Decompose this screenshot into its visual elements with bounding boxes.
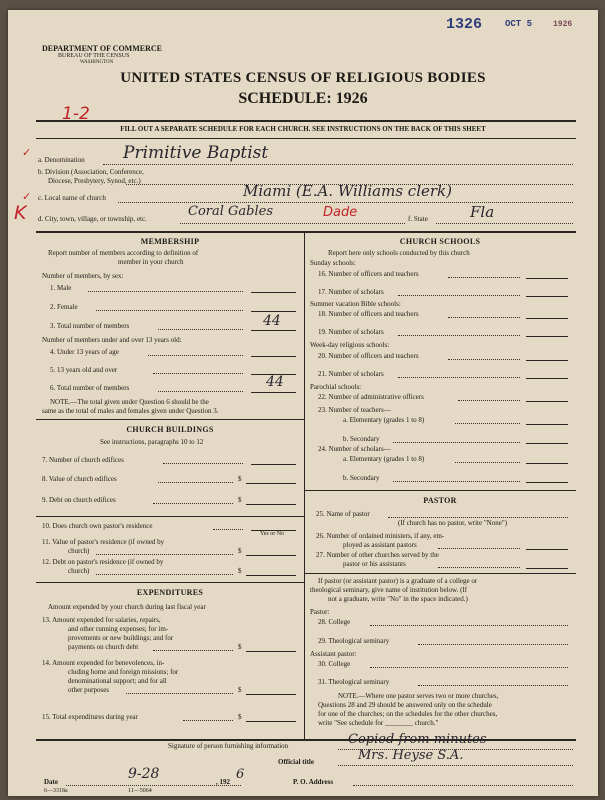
bureau-name: BUREAU OF THE CENSUS [58,53,130,59]
under-13-label: 4. Under 13 years of age [50,348,119,356]
dot-line [455,462,520,463]
q29-label: 29. Theological seminary [318,637,390,645]
dot-line [126,693,233,694]
state-line [436,223,573,224]
q19-label: 19. Number of scholars [318,328,384,336]
q18-label: 18. Number of officers and teachers [318,310,419,318]
dot-line [88,291,243,292]
q13-answer-line [246,651,296,652]
k-mark: K [14,202,27,224]
county-value: Dade [323,205,358,220]
expenditures-rule [36,582,304,583]
dot-line [66,785,241,786]
dot-line [153,503,233,504]
dot-line [398,295,520,296]
header-rule [36,120,576,122]
q31-label: 31. Theological seminary [318,678,390,686]
q11-label-2: church) [68,547,90,555]
schools-title: CHURCH SCHOOLS [399,237,481,246]
dot-line [438,548,520,549]
q22-label: 22. Number of administrative officers [318,393,424,401]
dot-line [148,355,243,356]
pastor-note: NOTE.—Where one pastor serves two or more churches, [338,692,499,700]
q14-answer-line [246,694,296,695]
dot-line [153,373,243,374]
total-6-label: 6. Total number of members [50,384,130,392]
graduate-instruction-2: theological seminary, give name of institution below. (If [310,586,468,594]
form-instruction: FILL OUT A SEPARATE SCHEDULE FOR EACH CHURCH. SEE INSTRUCTIONS ON THE BACK OF THIS SHEET [120,125,486,133]
grid-top-rule [36,231,576,233]
q21-label: 21. Number of scholars [318,370,384,378]
dot-line [438,567,520,568]
buildings-title: CHURCH BUILDINGS [126,425,214,434]
dot-line [353,785,573,786]
division-label-2: Diocese, Presbytery, Synod, etc.) [48,177,141,185]
parochial-label: Parochial schools: [310,383,362,391]
dot-line [213,529,243,530]
expenditures-title: EXPENDITURES [136,588,204,597]
address-label: P. O. Address [293,778,334,786]
dot-line [96,554,233,555]
q24b-answer-line [526,482,568,483]
dot-line [448,277,520,278]
q24b-label: b. Secondary [343,474,380,482]
q13-label: 13. Amount expended for salaries, repairs, [42,616,161,624]
handwritten-number: 1-2 [62,104,90,124]
q11-label: 11. Value of pastor's residence (if owned by [42,538,165,546]
schools-intro: Report here only schools conducted by this church [328,249,470,257]
total-members-value: 44 [263,313,281,329]
bureau-city: WASHINGTON [80,60,114,65]
q20-answer-line [526,360,568,361]
q8-label: 8. Value of church edifices [42,475,117,483]
weekday-label: Week-day religious schools: [310,341,390,349]
q19-answer-line [526,336,568,337]
membership-note-2: same as the total of males and females given under Question 3. [42,407,219,415]
membership-title: MEMBERSHIP [140,237,200,246]
dot-line [455,423,520,424]
q13-label-2: and other running expenses; for im- [68,625,169,633]
membership-intro: Report number of members according to definition of [48,249,199,257]
dot-line [158,391,243,392]
assistant-subhead: Assistant pastor: [310,650,357,658]
signature-value: Copied from minutes [348,732,487,747]
q14-label-3: denominational support; and for all [68,677,167,685]
dot-line [393,481,520,482]
q27-label: 27. Number of other churches served by the [316,551,439,559]
q27-answer-line [526,568,568,569]
dot-line [418,644,568,645]
yes-no-hint: Yes or No [260,531,285,537]
sunday-label: Sunday schools: [310,259,356,267]
buildings-rule [36,419,304,420]
q20-label: 20. Number of officers and teachers [318,352,419,360]
stamp-date: OCT 5 [505,19,533,29]
division-label: b. Division (Association, Conference, [38,168,144,176]
dot-line [398,335,520,336]
dot-line [448,317,520,318]
q12-label: 12. Debt on pastor's residence (if owned by [42,558,164,566]
total-members-label: 3. Total number of members [50,322,130,330]
q13-label-4: payments on church debt [68,643,139,651]
denomination-line [103,164,573,165]
q12-answer-line [246,575,296,576]
q7-label: 7. Number of church edifices [42,456,124,464]
official-title-value: Mrs. Heyse S.A. [358,748,464,763]
female-label: 2. Female [50,303,78,311]
q24a-label: a. Elementary (grades 1 to 8) [343,455,425,463]
graduate-instruction: If pastor (or assistant pastor) is a graduate of a college or [318,577,478,585]
q21-answer-line [526,378,568,379]
total-6-value: 44 [266,374,284,390]
state-value: Fla [470,203,495,221]
summer-label: Summer vacation Bible schools: [310,300,401,308]
form-number: 6—3318a [44,788,68,794]
q30-label: 30. College [318,660,351,668]
q13-dollar: $ [238,643,242,651]
signature-label: Signature of person furnishing information [168,742,289,750]
q18-answer-line [526,318,568,319]
q16-answer-line [526,278,568,279]
q13-label-3: provements or new buildings; and for [68,634,174,642]
dot-line [448,359,520,360]
by-sex-label: Number of members, by sex: [42,272,124,280]
pastor-sub-rule [304,573,576,574]
total-6-answer-line [251,392,296,393]
q15-answer-line [246,721,296,722]
q24-label: 24. Number of scholars— [318,445,391,453]
department-name: DEPARTMENT OF COMMERCE [42,44,163,53]
buildings-intro: See instructions, paragraphs 10 to 12 [100,438,204,446]
total-members-answer-line [251,330,296,331]
dot-line [388,517,568,518]
q8-dollar: $ [238,475,242,483]
dot-line [398,377,520,378]
grid-bottom-rule [36,739,576,741]
column-divider [304,231,305,739]
q26-answer-line [526,549,568,550]
dot-line [163,463,243,464]
official-title-label: Official title [278,758,314,766]
pastor-note-4: write "See schedule for ________ church." [318,719,439,727]
q27-label-2: pastor or his assistants [343,560,406,568]
dot-line [158,329,243,330]
q9-dollar: $ [238,496,242,504]
age-intro-label: Number of members under and over 13 years old: [42,336,182,344]
pastor-subhead: Pastor: [310,608,330,616]
census-schedule-page [8,10,598,796]
q23a-answer-line [526,424,568,425]
dot-line [96,310,243,311]
membership-intro-2: member in your church [118,258,184,266]
dot-line [370,625,568,626]
city-value: Coral Gables [188,204,274,219]
over-13-label: 5. 13 years old and over [50,366,118,374]
q14-label: 14. Amount expended for benevolences, in- [42,659,165,667]
q14-dollar: $ [238,686,242,694]
q23b-label: b. Secondary [343,435,380,443]
state-label: f. State [408,215,428,223]
dot-line [393,442,520,443]
date-year-digit: 6 [236,767,245,782]
buildings-sub-rule [36,516,304,517]
dot-line [153,650,233,651]
dot-line [338,765,573,766]
q8-answer-line [246,483,296,484]
dot-line [370,667,568,668]
q22-answer-line [526,401,568,402]
pastor-title: PASTOR [423,496,457,505]
q15-dollar: $ [238,713,242,721]
q12-dollar: $ [238,567,242,575]
expenditures-intro: Amount expended by your church during last fiscal year [48,603,206,611]
stamp-number: 1326 [446,16,483,33]
q17-label: 17. Number of scholars [318,288,384,296]
denomination-label: a. Denomination [38,156,85,164]
city-line [180,223,405,224]
male-label: 1. Male [50,284,72,292]
dot-line [158,482,233,483]
q14-label-4: other purposes [68,686,110,694]
dot-line [418,685,568,686]
q9-label: 9. Debt on church edifices [42,496,116,504]
local-name-value: Miami (E.A. Williams clerk) [243,182,452,200]
local-name-line [118,202,573,203]
q16-label: 16. Number of officers and teachers [318,270,419,278]
form-subtitle: SCHEDULE: 1926 [238,90,368,107]
check-mark-icon: ✓ [22,190,32,203]
membership-note: NOTE.—The total given under Question 6 should be the [50,398,209,406]
date-value: 9-28 [128,766,160,782]
q11-answer-line [246,555,296,556]
q11-dollar: $ [238,547,242,555]
dot-line [458,400,520,401]
denomination-value: Primitive Baptist [123,143,269,163]
q17-answer-line [526,296,568,297]
instruction-rule [36,138,576,139]
print-number: 11—5064 [128,788,152,794]
q7-answer-line [251,464,296,465]
stamp-year: 1926 [553,20,573,29]
q26-label: 26. Number of ordained ministers, if any, em- [316,532,445,540]
q26-label-2: ployed as assistant pastors [343,541,417,549]
graduate-instruction-3: not a graduate, write "No" in the space indicated.) [328,595,468,603]
form-title: UNITED STATES CENSUS OF RELIGIOUS BODIES [120,70,486,86]
local-name-label: c. Local name of church [38,194,106,202]
pastor-rule [304,490,576,491]
dot-line [183,720,233,721]
q9-answer-line [246,504,296,505]
q15-label: 15. Total expenditures during year [42,713,138,721]
q28-label: 28. College [318,618,351,626]
q10-label: 10. Does church own pastor's residence [42,522,153,530]
q23a-label: a. Elementary (grades 1 to 8) [343,416,425,424]
q23-label: 23. Number of teachers— [318,406,391,414]
check-mark-icon: ✓ [22,146,32,159]
male-answer-line [251,292,296,293]
q24a-answer-line [526,463,568,464]
dot-line [96,574,233,575]
pastor-note-3: for one of the churches; on the schedules for the other churches, [318,710,498,718]
female-answer-line [251,311,296,312]
q25-hint: (If church has no pastor, write "None") [398,519,508,527]
pastor-note-2: Questions 28 and 29 should be answered only on the schedule [318,701,492,709]
date-label: Date [44,778,58,786]
q25-label: 25. Name of pastor [316,510,370,518]
q23b-answer-line [526,443,568,444]
q14-label-2: cluding home and foreign missions; for [68,668,179,676]
date-year-prefix: , 192 [216,778,230,786]
q12-label-2: church) [68,567,90,575]
under-13-answer-line [251,356,296,357]
city-label: d. City, town, village, or township, etc. [38,215,147,223]
